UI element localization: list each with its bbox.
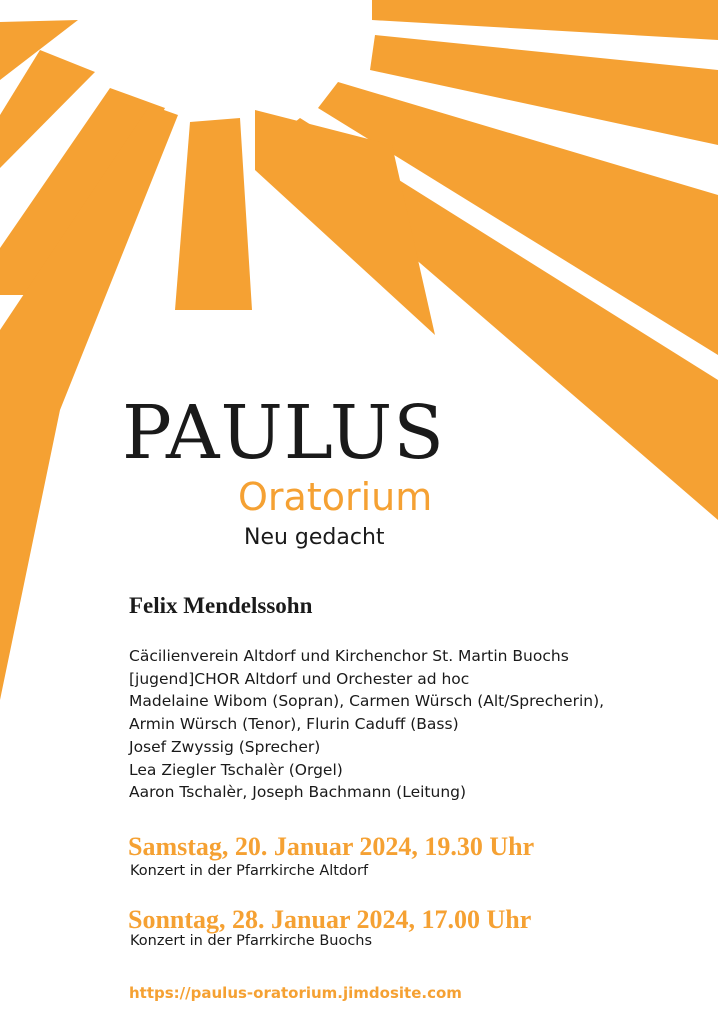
concert-venue-1: Konzert in der Pfarrkirche Altdorf <box>130 863 369 879</box>
performer-line: Madelaine Wibom (Sopran), Carmen Würsch (Alt/Sprecherin), <box>129 692 605 711</box>
performer-line: [jugend]CHOR Altdorf und Orchester ad hoc <box>129 669 470 688</box>
sun-ray <box>175 118 252 310</box>
performers-list <box>129 645 604 804</box>
performer-line: Lea Ziegler Tschalèr (Orgel) <box>129 760 343 779</box>
concert-date-2: Sonntag, 28. Januar 2024, 17.00 Uhr <box>128 905 532 934</box>
composer: Felix Mendelssohn <box>129 593 313 618</box>
tagline: Neu gedacht <box>244 525 385 550</box>
performer-line: Armin Würsch (Tenor), Flurin Caduff (Bass) <box>129 715 459 734</box>
website-link[interactable]: https://paulus-oratorium.jimdosite.com <box>129 984 462 1002</box>
performer-line: Josef Zwyssig (Sprecher) <box>129 737 321 756</box>
concert-date-1: Samstag, 20. Januar 2024, 19.30 Uhr <box>128 832 535 861</box>
concert-venue-2: Konzert in der Pfarrkirche Buochs <box>130 933 373 949</box>
performer-line: Aaron Tschalèr, Joseph Bachmann (Leitung) <box>129 783 467 802</box>
title: PAULUS <box>122 390 445 476</box>
sun-ray <box>372 0 718 40</box>
performer-line: Cäcilienverein Altdorf und Kirchenchor St. Martin Buochs <box>129 647 569 665</box>
subtitle: Oratorium <box>238 475 433 519</box>
